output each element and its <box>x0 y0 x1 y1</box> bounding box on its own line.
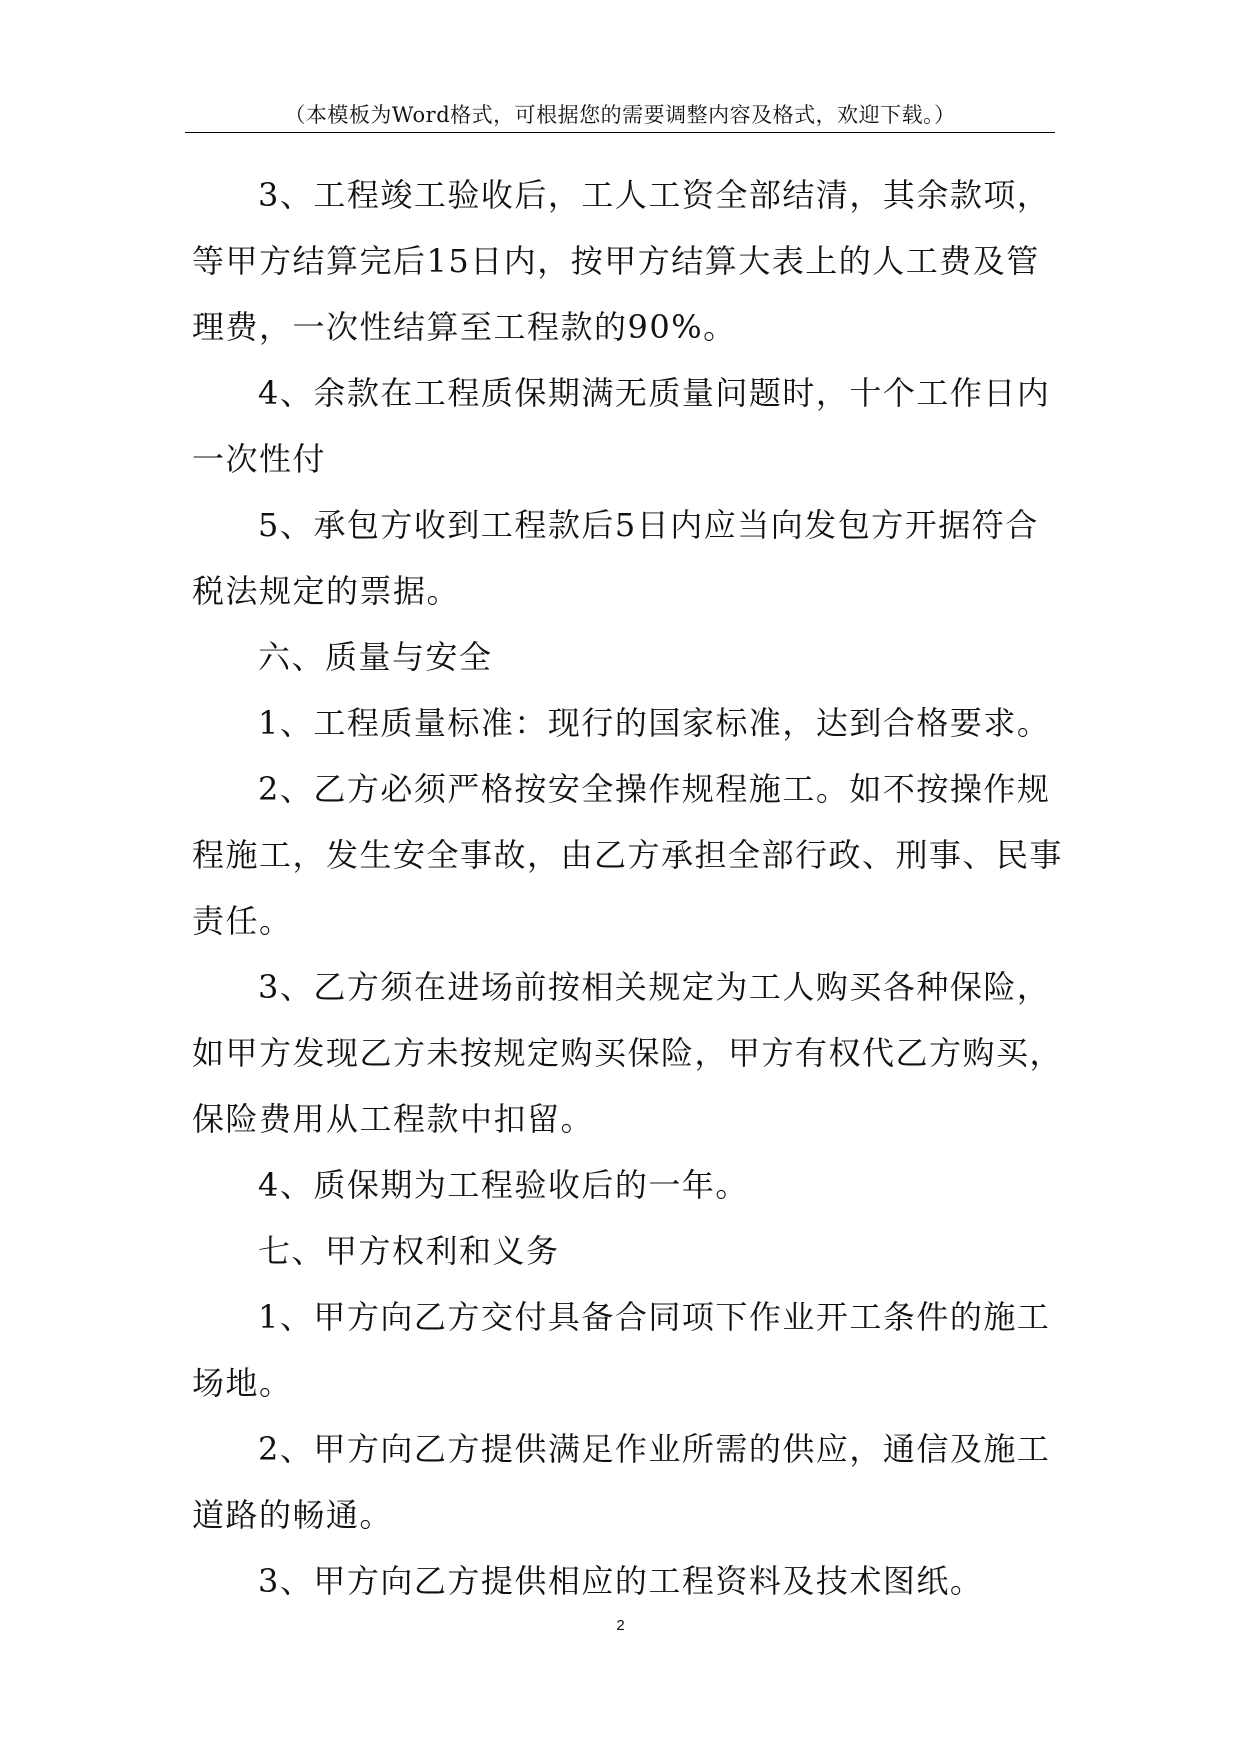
text-line: 2、甲方向乙方提供满足作业所需的供应，通信及施工 <box>258 1430 1051 1468</box>
text-line: 等甲方结算完后15日内，按甲方结算大表上的人工费及管 <box>192 242 1040 280</box>
paragraph-rights-1 <box>192 1284 1072 1416</box>
paragraph-payment-4 <box>192 360 1072 492</box>
text-line: 责任。 <box>192 902 293 940</box>
text-line: 税法规定的票据。 <box>192 572 461 610</box>
text-line: 4、质保期为工程验收后的一年。 <box>258 1166 749 1204</box>
text-line: 3、工程竣工验收后，工人工资全部结清，其余款项， <box>258 176 1051 214</box>
text-line: 4、余款在工程质保期满无质量问题时，十个工作日内 <box>258 374 1051 412</box>
text-line: 如甲方发现乙方未按规定购买保险，甲方有权代乙方购买， <box>192 1034 1064 1072</box>
text-line: 5、承包方收到工程款后5日内应当向发包方开据符合 <box>258 506 1039 544</box>
text-line: 场地。 <box>192 1364 293 1402</box>
paragraph-payment-5 <box>192 492 1072 624</box>
text-line: 六、质量与安全 <box>258 638 493 676</box>
text-line: 道路的畅通。 <box>192 1496 394 1534</box>
text-line: 理费，一次性结算至工程款的90%。 <box>192 308 737 346</box>
paragraph-rights-2 <box>192 1416 1072 1548</box>
text-line: 1、甲方向乙方交付具备合同项下作业开工条件的施工 <box>258 1298 1051 1336</box>
text-line: 3、乙方须在进场前按相关规定为工人购买各种保险， <box>258 968 1051 1006</box>
template-notice: （本模板为Word格式，可根据您的需要调整内容及格式，欢迎下载。） <box>284 103 956 127</box>
paragraph-quality-4 <box>192 1152 1072 1218</box>
paragraph-quality-1 <box>192 690 1072 756</box>
text-line: 程施工，发生安全事故，由乙方承担全部行政、刑事、民事 <box>192 836 1064 874</box>
section-heading-quality-safety <box>192 624 1072 690</box>
text-line: 3、甲方向乙方提供相应的工程资料及技术图纸。 <box>258 1562 984 1600</box>
paragraph-quality-2 <box>192 756 1072 954</box>
paragraph-quality-3 <box>192 954 1072 1152</box>
section-heading-party-a-rights <box>192 1218 1072 1284</box>
page-number: 2 <box>616 1617 625 1634</box>
paragraph-rights-3 <box>192 1548 1072 1614</box>
text-line: 一次性付 <box>192 440 327 478</box>
text-line: 1、工程质量标准：现行的国家标准，达到合格要求。 <box>258 704 1051 742</box>
document-body <box>192 162 1072 1614</box>
text-line: 2、乙方必须严格按安全操作规程施工。如不按操作规 <box>258 770 1051 808</box>
header-divider <box>185 132 1055 133</box>
text-line: 保险费用从工程款中扣留。 <box>192 1100 595 1138</box>
paragraph-payment-3 <box>192 162 1072 360</box>
text-line: 七、甲方权利和义务 <box>258 1232 560 1270</box>
